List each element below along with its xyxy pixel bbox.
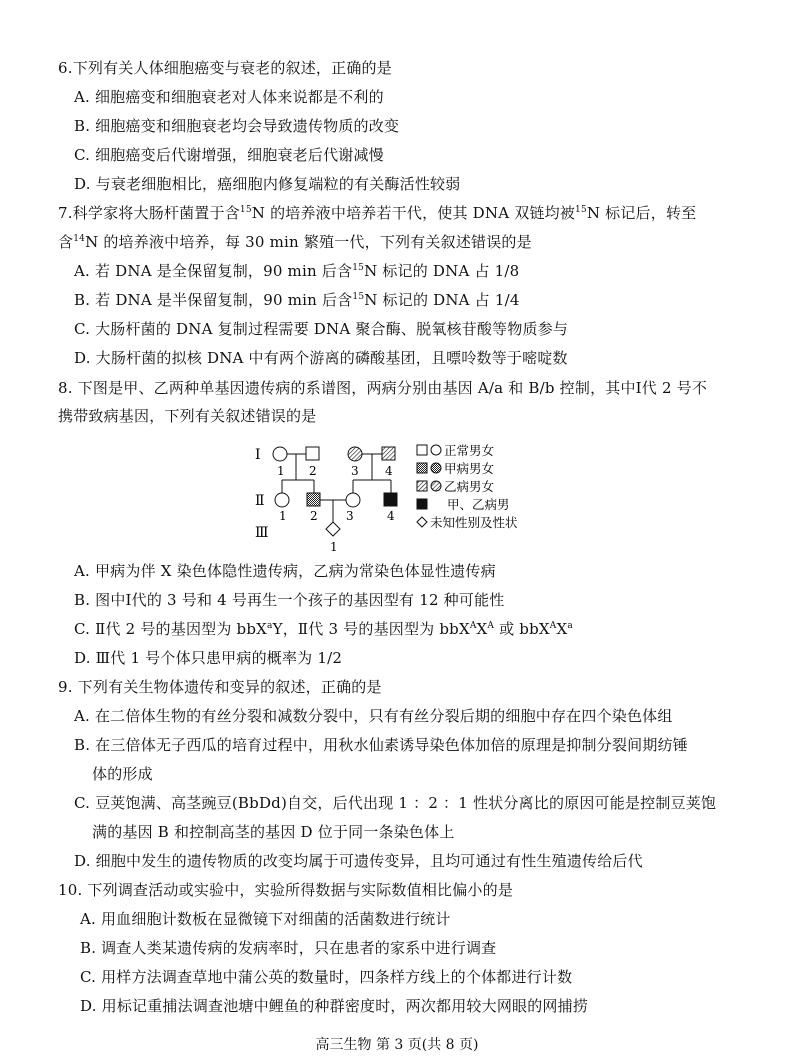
q7-sup-15: 15 bbox=[352, 292, 365, 302]
gen2-num-2: 2 bbox=[310, 509, 318, 523]
q7-sup-15: 15 bbox=[575, 205, 587, 215]
gen1-female-1-normal bbox=[273, 447, 287, 461]
gen-label-ii: Ⅱ bbox=[255, 493, 265, 509]
q10-option-b: B. 调查人类某遗传病的发病率时，只在患者的家系中进行调查 bbox=[80, 939, 497, 957]
q8-option-c-text: 或 bbX bbox=[494, 620, 550, 638]
legend-disease-a-female-icon bbox=[431, 463, 441, 473]
gen2-num-1: 1 bbox=[279, 509, 287, 523]
gen1-num-2: 2 bbox=[309, 464, 317, 478]
legend-disease-ab-male-icon bbox=[417, 499, 427, 509]
q7-option-b-text: B. 若 DNA 是半保留复制，90 min 后含 bbox=[74, 291, 353, 309]
gen2-num-4: 4 bbox=[387, 509, 395, 523]
q7-option-b bbox=[74, 290, 520, 310]
q7-option-a bbox=[74, 261, 519, 281]
legend-disease-a-male-icon bbox=[417, 463, 427, 473]
q9-option-d: D. 细胞中发生的遗传物质的改变均属于可遗传变异，且均可通过有性生殖遗传给后代 bbox=[74, 852, 643, 870]
legend-unknown: 未知性别及性状 bbox=[430, 515, 518, 530]
pedigree-chart bbox=[250, 438, 550, 556]
legend-normal-female-icon bbox=[431, 445, 441, 455]
q9-option-b-line1: B. 在三倍体无子西瓜的培育过程中，用秋水仙素诱导染色体加倍的原理是抑制分裂间期纺锤 bbox=[74, 736, 688, 754]
legend-disease-a: 甲病男女 bbox=[444, 461, 495, 476]
q8-sup: A bbox=[549, 621, 557, 631]
legend-disease-b: 乙病男女 bbox=[444, 479, 495, 494]
q7-stem-text: 7.科学家将大肠杆菌置于含 bbox=[58, 204, 240, 222]
legend-disease-b-female-icon bbox=[431, 481, 441, 491]
q9-option-b-line2: 体的形成 bbox=[92, 765, 153, 783]
legend-disease-b-male-icon bbox=[417, 481, 427, 491]
gen1-male-2-normal bbox=[306, 447, 319, 460]
q7-option-d: D. 大肠杆菌的拟核 DNA 中有两个游离的磷酸基团，且嘌呤数等于嘧啶数 bbox=[74, 349, 568, 367]
gen3-unknown-1 bbox=[326, 522, 340, 536]
gen2-male-4-disease-ab bbox=[384, 493, 397, 506]
q8-sup: a bbox=[567, 621, 573, 631]
page-footer: 高三生物 第 3 页(共 8 页) bbox=[315, 1037, 479, 1053]
q8-option-c-text: X bbox=[476, 620, 488, 638]
q8-option-b: B. 图中Ⅰ代的 3 号和 4 号再生一个孩子的基因型有 12 种可能性 bbox=[74, 591, 505, 609]
q8-option-a: A. 甲病为伴 X 染色体隐性遗传病，乙病为常染色体显性遗传病 bbox=[74, 562, 496, 580]
q8-stem-line1: 8. 下图是甲、乙两种单基因遗传病的系谱图，两病分别由基因 A/a 和 B/b 控制，其中Ⅰ代 2 号不 bbox=[58, 379, 708, 397]
gen1-num-3: 3 bbox=[351, 464, 359, 478]
q10-option-d: D. 用标记重捕法调查池塘中鲤鱼的种群密度时，两次都用较大网眼的网捕捞 bbox=[80, 997, 589, 1015]
q8-option-c-text: C. Ⅱ代 2 号的基因型为 bbX bbox=[74, 620, 268, 638]
gen1-male-4-disease-b bbox=[382, 447, 395, 460]
q7-sup-14: 14 bbox=[73, 234, 86, 244]
gen1-num-1: 1 bbox=[277, 464, 285, 478]
q8-stem-line2: 携带致病基因，下列有关叙述错误的是 bbox=[58, 407, 317, 425]
gen2-female-3-normal bbox=[346, 493, 360, 507]
q7-option-c: C. 大肠杆菌的 DNA 复制过程需要 DNA 聚合酶、脱氧核苷酸等物质参与 bbox=[74, 320, 569, 338]
q8-sup: A bbox=[487, 621, 495, 631]
gen1-num-4: 4 bbox=[385, 464, 393, 478]
gen2-female-1-normal bbox=[275, 493, 289, 507]
q7-stem-text: N 的培养液中培养若干代，使其 DNA 双链均被 bbox=[251, 204, 575, 222]
q6-option-a: A. 细胞癌变和细胞衰老对人体来说都是不利的 bbox=[74, 88, 384, 106]
q10-option-a: A. 用血细胞计数板在显微镜下对细菌的活菌数进行统计 bbox=[80, 910, 451, 928]
gen3-num-1: 1 bbox=[330, 540, 338, 554]
q9-option-c-line1: C. 豆荚饱满、高茎豌豆(BbDd)自交，后代出现 1 ：2 ：1 性状分离比的原因可能是控制豆荚饱 bbox=[74, 794, 717, 812]
q7-stem-text: 含 bbox=[58, 233, 74, 251]
gen-label-iii: Ⅲ bbox=[255, 525, 269, 541]
q6-stem: 6.下列有关人体细胞癌变与衰老的叙述，正确的是 bbox=[58, 59, 392, 77]
q6-option-b: B. 细胞癌变和细胞衰老均会导致遗传物质的改变 bbox=[74, 117, 400, 135]
q8-option-c-text: X bbox=[556, 620, 568, 638]
q7-sup-15: 15 bbox=[352, 263, 365, 273]
q9-stem: 9. 下列有关生物体遗传和变异的叙述，正确的是 bbox=[58, 678, 382, 696]
gen2-male-2-disease-a bbox=[307, 493, 320, 506]
q10-stem: 10. 下列调查活动或实验中，实验所得数据与实际数值相比偏小的是 bbox=[58, 881, 514, 899]
q7-option-a-text: N 标记的 DNA 占 1/8 bbox=[364, 262, 520, 280]
q9-option-c-line2: 满的基因 B 和控制高茎的基因 D 位于同一条染色体上 bbox=[92, 823, 455, 841]
legend-unknown-icon bbox=[417, 517, 427, 527]
gen2-num-3: 3 bbox=[346, 509, 354, 523]
q8-sup: A bbox=[469, 621, 477, 631]
q8-option-c-text: Y，Ⅱ代 3 号的基因型为 bbX bbox=[272, 620, 470, 638]
q7-stem-line2 bbox=[58, 232, 532, 252]
q8-sup: a bbox=[267, 621, 273, 631]
q7-option-a-text: A. 若 DNA 是全保留复制，90 min 后含 bbox=[74, 262, 353, 280]
q7-sup-15: 15 bbox=[239, 205, 252, 215]
q7-option-b-text: N 标记的 DNA 占 1/4 bbox=[364, 291, 520, 309]
q6-option-d: D. 与衰老细胞相比，癌细胞内修复端粒的有关酶活性较弱 bbox=[74, 175, 461, 193]
gen1-female-3-disease-b bbox=[348, 447, 362, 461]
gen-label-i: Ⅰ bbox=[255, 447, 261, 463]
legend-disease-ab: 甲、乙病男 bbox=[447, 497, 510, 512]
q8-option-c bbox=[74, 619, 573, 639]
legend-normal: 正常男女 bbox=[444, 443, 495, 458]
q7-stem-line1 bbox=[58, 203, 696, 223]
legend-normal-male-icon bbox=[417, 445, 427, 455]
q6-option-c: C. 细胞癌变后代谢增强，细胞衰老后代谢减慢 bbox=[74, 146, 384, 164]
q7-stem-text: N 的培养液中培养，每 30 min 繁殖一代，下列有关叙述错误的是 bbox=[85, 233, 532, 251]
q10-option-c: C. 用样方法调查草地中蒲公英的数量时，四条样方线上的个体都进行计数 bbox=[80, 968, 573, 986]
q7-stem-text: N 标记后，转至 bbox=[586, 204, 697, 222]
q9-option-a: A. 在二倍体生物的有丝分裂和减数分裂中，只有有丝分裂后期的细胞中存在四个染色体组 bbox=[74, 707, 673, 725]
q8-option-d: D. Ⅲ代 1 号个体只患甲病的概率为 1/2 bbox=[74, 649, 343, 667]
